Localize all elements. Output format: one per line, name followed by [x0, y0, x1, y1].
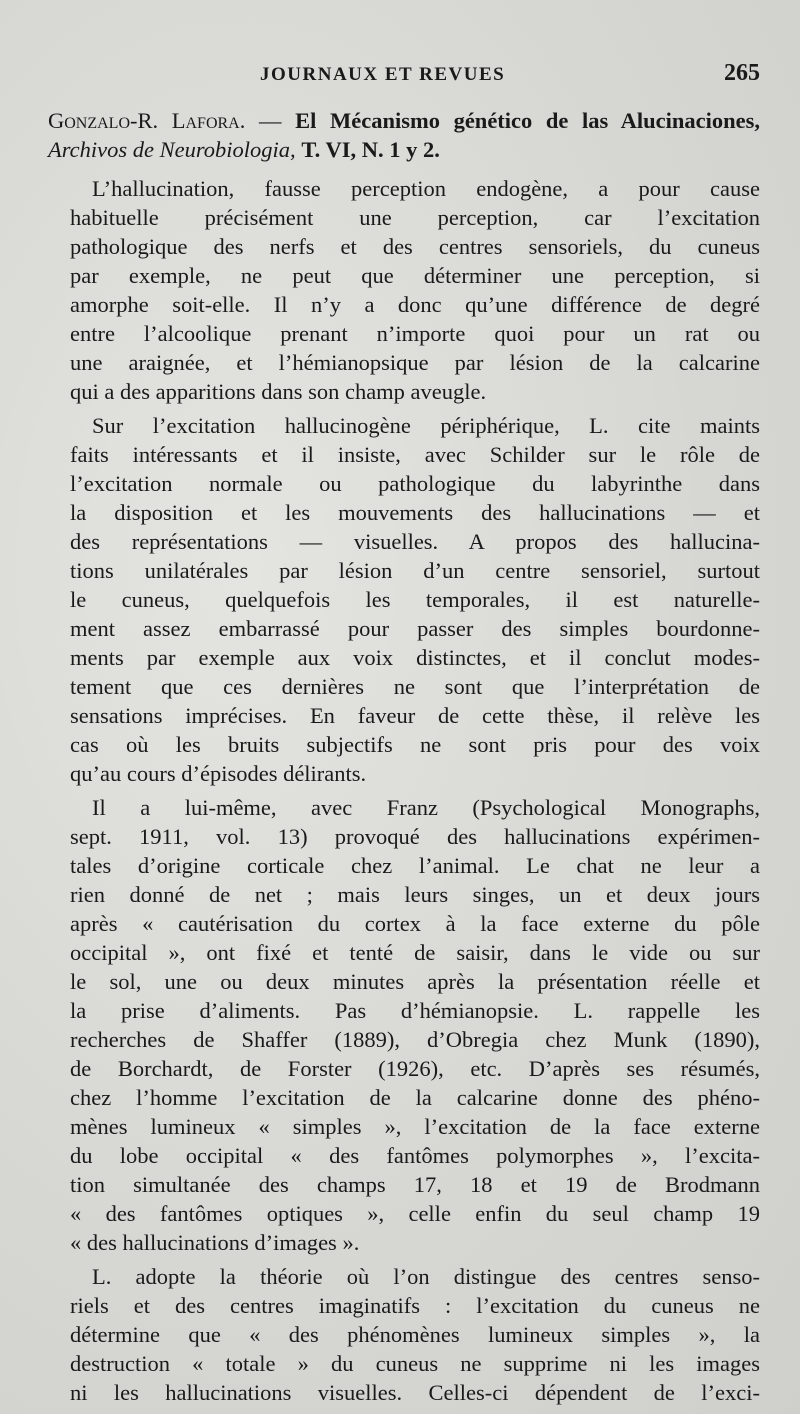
- text-line: sept. 1911, vol. 13) provoqué des hallucinations expérimen-: [70, 824, 760, 849]
- reference-author: Gonzalo-R. Lafora.: [48, 108, 246, 133]
- text-line: entre l’alcoolique prenant n’importe quoi pour un rat ou: [70, 321, 760, 346]
- text-line: ment assez embarrassé pour passer des simples bourdonne-: [70, 616, 760, 641]
- paragraph: [48, 411, 760, 788]
- text-line: tion simultanée des champs 17, 18 et 19 de Brodmann: [70, 1172, 760, 1197]
- text-line: « des fantômes optiques », celle enfin du seul champ 19: [70, 1201, 760, 1226]
- text-line: ments par exemple aux voix distinctes, et il conclut modes-: [70, 645, 760, 670]
- text-line: riels et des centres imaginatifs : l’excitation du cuneus ne: [70, 1293, 760, 1318]
- text-line: détermine que « des phénomènes lumineux simples », la: [70, 1322, 760, 1347]
- text-line: sensations imprécises. En faveur de cette thèse, il relève les: [70, 703, 760, 728]
- page-header: [48, 58, 760, 98]
- text-line: par exemple, ne peut que déterminer une perception, si: [70, 263, 760, 288]
- text-line: Sur l’excitation hallucinogène périphérique, L. cite maints: [92, 413, 760, 438]
- text-line: le cuneus, quelquefois les temporales, il est naturelle-: [70, 587, 760, 612]
- text-line: de Borchardt, de Forster (1926), etc. D’après ses résumés,: [70, 1056, 760, 1081]
- text-line: tales d’origine corticale chez l’animal. Le chat ne leur a: [70, 853, 760, 878]
- reference-journal: Archivos de Neurobiologia,: [48, 137, 296, 162]
- text-line: « des hallucinations d’images ».: [70, 1230, 360, 1255]
- text-line: des représentations — visuelles. A propos des hallucina-: [70, 529, 760, 554]
- text-line: après « cautérisation du cortex à la face externe du pôle: [70, 911, 760, 936]
- reference-title: El Mécanismo génético de las Alucinaciones,: [295, 108, 761, 133]
- text-line: la disposition et les mouvements des hallucinations — et: [70, 500, 760, 525]
- text-line: l’excitation normale ou pathologique du labyrinthe dans: [70, 471, 760, 496]
- text-line: tement que ces dernières ne sont que l’interprétation de: [70, 674, 760, 699]
- text-line: mènes lumineux « simples », l’excitation de la face externe: [70, 1114, 760, 1139]
- text-line: qui a des apparitions dans son champ aveugle.: [70, 379, 487, 404]
- paragraph: [48, 1262, 760, 1407]
- paragraph: [48, 793, 760, 1257]
- text-line: habituelle précisément une perception, car l’excitation: [70, 205, 760, 230]
- text-line: Il a lui-même, avec Franz (Psychological Monographs,: [92, 795, 760, 820]
- text-line: L’hallucination, fausse perception endogène, a pour cause: [92, 176, 760, 201]
- text-line: cas où les bruits subjectifs ne sont pris pour des voix: [70, 732, 760, 757]
- text-line: rien donné de net ; mais leurs singes, un et deux jours: [70, 882, 760, 907]
- text-line: occipital », ont fixé et tenté de saisir, dans le vide ou sur: [70, 940, 760, 965]
- text-line: une araignée, et l’hémianopsique par lésion de la calcarine: [70, 350, 760, 375]
- text-line: la prise d’aliments. Pas d’hémianopsie. L. rappelle les: [70, 998, 760, 1023]
- text-line: du lobe occipital « des fantômes polymorphes », l’excita-: [70, 1143, 760, 1168]
- text-line: amorphe soit-elle. Il n’y a donc qu’une différence de degré: [70, 292, 760, 317]
- text-line: qu’au cours d’épisodes délirants.: [70, 761, 367, 786]
- reference-dash: —: [258, 108, 282, 133]
- text-line: tions unilatérales par lésion d’un centre sensoriel, surtout: [70, 558, 760, 583]
- text-line: destruction « totale » du cuneus ne supprime ni les images: [70, 1351, 760, 1376]
- running-head: JOURNAUX ET REVUES: [260, 64, 506, 85]
- text-line: le sol, une ou deux minutes après la présentation réelle et: [70, 969, 760, 994]
- reference-issue: T. VI, N. 1 y 2.: [301, 137, 440, 162]
- text-line: pathologique des nerfs et des centres sensoriels, du cuneus: [70, 234, 760, 259]
- article-body: [48, 174, 760, 1407]
- page-number: 265: [724, 60, 760, 86]
- text-line: faits intéressants et il insiste, avec Schilder sur le rôle de: [70, 442, 760, 467]
- page: [48, 58, 761, 1405]
- text-line: L. adopte la théorie où l’on distingue des centres senso-: [92, 1264, 760, 1289]
- paragraph: [48, 174, 760, 406]
- text-line: ni les hallucinations visuelles. Celles-ci dépendent de l’exci-: [70, 1380, 760, 1405]
- reference-entry: [48, 106, 760, 164]
- text-line: chez l’homme l’excitation de la calcarine donne des phéno-: [70, 1085, 760, 1110]
- text-line: recherches de Shaffer (1889), d’Obregia chez Munk (1890),: [70, 1027, 760, 1052]
